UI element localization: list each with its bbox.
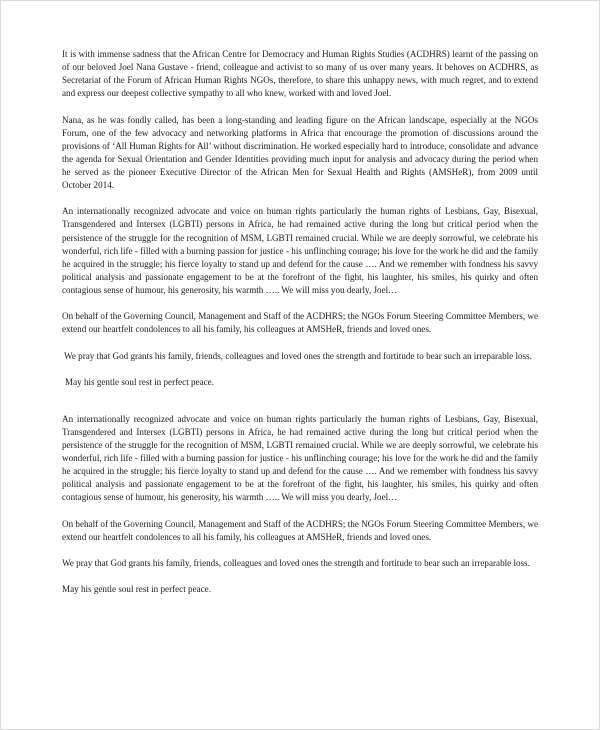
document-text-body xyxy=(62,48,538,597)
paragraph-4: On behalf of the Governing Council, Management and Staff of the ACDHRS; the NGOs Forum Steering Committee Members, we extend our heartfelt condolences to all his family, his colleagues at AMSHeR, friends and loved ones. xyxy=(62,311,538,335)
paragraph-7: An internationally recognized advocate and voice on human rights particularly the human rights of Lesbians, Gay, Bisexual, Transgendered and Intersex (LGBTI) persons in Africa, he had remained active during the long but critical period when the persistence of the struggle for the recognition of MSM, LGBTI remained crucial. While we are deeply sorrowful, we celebrate his wonderful, rich life - filled with a burning passion for justice - his unflinching courage; his love for the work he did and the family he acquired in the struggle; his fierce loyalty to stand up and defend for the cause …. And we remember with fondness his savvy political analysis and passionate engagement to be at the forefront of the fight, his laughter, his smiles, his quirky and often contagious sense of humour, his generosity, his warmth ….. We will miss you dearly, Joel… xyxy=(62,413,538,503)
paragraph-6: May his gentle soul rest in perfect peace. xyxy=(65,376,214,387)
paragraph-10: May his gentle soul rest in perfect peace. xyxy=(62,584,211,595)
paragraph-2: Nana, as he was fondly called, has been a long-standing and leading figure on the African landscape, especially at the NGOs Forum, one of the few advocacy and networking platforms in Africa that encourage the promotion of discussions around the provisions of ‘All Human Rights for All’ without discrimination. He worked especially hard to introduce, consolidate and advance the agenda for Sexual Orientation and Gender Identities providing much input for analysis and advocacy during the period when he served as the pioneer Executive Director of the African Men for Sexual Health and Rights (AMSHeR), from 2009 until October 2014. xyxy=(62,114,538,191)
paragraph-1: It is with immense sadness that the African Centre for Democracy and Human Rights Studies (ACDHRS) learnt of the passing on of our beloved Joel Nana Gustave - friend, colleague and activist to so many of us over many years. It behoves on ACDHRS, as Secretariat of the Forum of African Human Rights NGOs, therefore, to share this unhappy news, with much regret, and to extend and express our deepest collective sympathy to all who knew, worked with and loved Joel. xyxy=(62,49,538,99)
paragraph-5: We pray that God grants his family, friends, colleagues and loved ones the strength and fortitude to bear such an irreparable loss. xyxy=(64,350,532,361)
paragraph-3: An internationally recognized advocate and voice on human rights particularly the human rights of Lesbians, Gay, Bisexual, Transgendered and Intersex (LGBTI) persons in Africa, he had remained active during the long but critical period when the persistence of the struggle for the recognition of MSM, LGBTI remained crucial. While we are deeply sorrowful, we celebrate his wonderful, rich life - filled with a burning passion for justice - his unflinching courage; his love for the work he did and the family he acquired in the struggle; his fierce loyalty to stand up and defend for the cause …. And we remember with fondness his savvy political analysis and passionate engagement to be at the forefront of the fight, his laughter, his smiles, his quirky and often contagious sense of humour, his generosity, his warmth ….. We will miss you dearly, Joel… xyxy=(62,206,538,295)
paragraph-9: We pray that God grants his family, friends, colleagues and loved ones the strength and fortitude to bear such an irreparable loss. xyxy=(62,558,530,569)
paragraph-8: On behalf of the Governing Council, Management and Staff of the ACDHRS; the NGOs Forum Steering Committee Members, we extend our heartfelt condolences to all his family, his colleagues at AMSHeR, friends and loved ones. xyxy=(62,518,538,542)
